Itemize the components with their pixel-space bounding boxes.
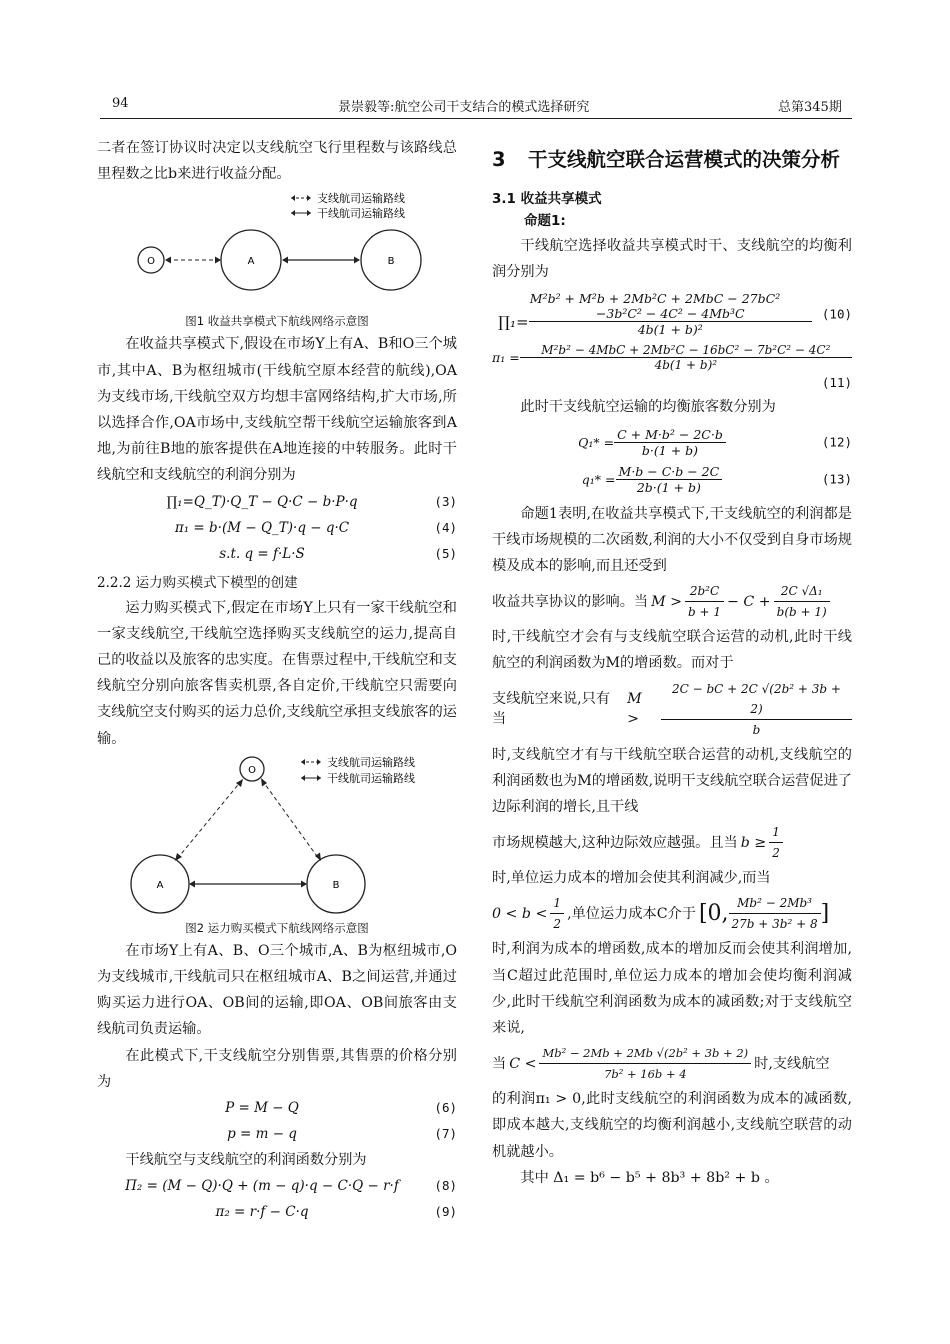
subsection-heading: 2.2.2 运力购买模式下模型的创建 bbox=[97, 574, 298, 591]
legend-feeder-label: 支线航司运输路线 bbox=[317, 192, 405, 206]
arrowhead bbox=[189, 880, 195, 887]
equation-number: (5) bbox=[434, 545, 457, 561]
paragraph: 在此模式下,干支线航空分别售票,其售票的价格分别为 bbox=[97, 1047, 457, 1090]
text-span: 时,支线航空 bbox=[754, 1055, 830, 1072]
equation-10 bbox=[492, 291, 852, 337]
fraction-denominator: 2 bbox=[772, 846, 780, 861]
paragraph: 时,单位运力成本的增加会使其利润减少,而当 bbox=[492, 870, 771, 887]
text-span: 支线航空来说,只有当 bbox=[492, 691, 611, 728]
paragraph: 时,干线航空才会有与支线航空联合运营的动机,此时干线航空的利润函数为M的增函数。而对于 bbox=[492, 629, 852, 672]
inline-math: 0 < b < bbox=[492, 905, 548, 922]
equation-formula: s.t. q = f·L·S bbox=[219, 545, 305, 562]
interval-close-bracket: ] bbox=[820, 900, 830, 926]
paragraph: 在收益共享模式下,假设在市场Y上有A、B和O三个城市,其中A、B为枢纽城市(干线航空原本经营的航线),OA为支线市场,干线航空双方均想丰富网络结构,扩大市场,所以选择合作,OA市场中,支线航空帮干线航空运输旅客到A地,为前往B地的旅客提供在A地连接的中转服务。此时干线航空和支线航空的利润分别为 bbox=[97, 336, 457, 484]
equation-11-lhs: π₁ = bbox=[492, 350, 520, 366]
inline-math: − C + bbox=[727, 593, 771, 610]
arrowhead bbox=[315, 852, 321, 861]
section-number: 3 bbox=[492, 148, 506, 171]
subsection-heading: 3.1 收益共享模式 bbox=[492, 191, 602, 207]
inline-condition-line bbox=[492, 679, 852, 740]
text-span: ,单位运力成本C介于 bbox=[567, 905, 696, 922]
issue-number: 总第345期 bbox=[778, 100, 842, 115]
inline-condition-line bbox=[492, 1043, 852, 1084]
paragraph: 二者在签订协议时决定以支线航空飞行里程数与该路线总里程数之比b来进行收益分配。 bbox=[97, 140, 457, 183]
page-number: 94 bbox=[112, 96, 129, 111]
equation-number: (13) bbox=[821, 471, 852, 487]
node-b-label: B bbox=[387, 256, 395, 268]
equation-11-denominator: 4b(1 + b)² bbox=[654, 358, 718, 373]
arrowhead bbox=[175, 853, 182, 861]
equation-12-numerator: C + M·b² − 2C·b bbox=[614, 427, 726, 443]
fraction-numerator: 2b²C bbox=[685, 581, 724, 602]
equation-4 bbox=[97, 515, 457, 541]
paragraph: 其中 Δ₁ = b⁶ − b⁵ + 8b³ + 8b² + b 。 bbox=[520, 1169, 779, 1186]
fraction-denominator: b + 1 bbox=[688, 605, 722, 620]
legend-arrowhead bbox=[301, 775, 305, 781]
equation-number: (7) bbox=[434, 1126, 457, 1142]
equation-number: (10) bbox=[821, 306, 852, 322]
figure-1-diagram bbox=[97, 191, 457, 309]
node-a-label: A bbox=[156, 879, 164, 891]
text-span: 市场规模越大,这种边际效应越强。且当 bbox=[492, 834, 738, 851]
right-column bbox=[492, 135, 852, 1191]
inline-condition-line bbox=[492, 822, 852, 863]
legend-feeder-label: 支线航司运输路线 bbox=[327, 755, 415, 769]
fraction-numerator: 2C √Δ₁ bbox=[774, 581, 830, 602]
text-span: 收益共享协议的影响。当 bbox=[492, 593, 649, 610]
arrowhead bbox=[301, 880, 307, 887]
fraction-denominator: b(b + 1) bbox=[776, 605, 827, 620]
equation-13 bbox=[492, 464, 852, 495]
fraction-numerator: 2C − bC + 2C √(2b² + 3b + 2) bbox=[661, 679, 852, 720]
inline-math: b ≥ bbox=[740, 834, 767, 851]
figure-1-caption: 图1 收益共享模式下航线网络示意图 bbox=[185, 314, 369, 329]
text-span: 当 bbox=[492, 1055, 507, 1072]
equation-9 bbox=[97, 1199, 457, 1225]
fraction-numerator: Mb² − 2Mb + 2Mb √(2b² + 3b + 2) bbox=[539, 1043, 751, 1064]
equation-3 bbox=[97, 489, 457, 515]
fraction-denominator: 27b + 3b² + 8 bbox=[731, 917, 818, 932]
section-heading bbox=[492, 145, 852, 175]
legend-arrowhead bbox=[291, 195, 295, 201]
node-b-label: B bbox=[332, 879, 340, 891]
arrowhead bbox=[261, 778, 267, 787]
equation-number: (8) bbox=[434, 1178, 457, 1194]
equation-11-numerator: M²b² − 4MbC + 2Mb²C − 16bC² − 7b²C² − 4C² bbox=[520, 343, 852, 358]
fraction-denominator: b bbox=[752, 722, 761, 737]
node-o-label: O bbox=[248, 764, 256, 776]
paragraph: 在市场Y上有A、B、O三个城市,A、B为枢纽城市,O为支线城市,干线航司只在枢纽城市A、B之间运营,并通过购买运力进行OA、OB间的运输,即OA、OB间旅客由支线航司负责运输。 bbox=[97, 942, 457, 1038]
equation-number: (12) bbox=[821, 434, 852, 450]
paragraph: 干线航空选择收益共享模式时干、支线航空的均衡利润分别为 bbox=[492, 238, 852, 281]
fraction-numerator: 1 bbox=[550, 893, 564, 914]
inline-math: M > bbox=[627, 691, 642, 728]
equation-formula: ∏₁=Q_T)·Q_T − Q·C − b·P·q bbox=[166, 493, 358, 510]
equation-formula: P = M − Q bbox=[225, 1100, 299, 1117]
equation-11 bbox=[492, 343, 852, 372]
legend-arrowhead bbox=[317, 775, 321, 781]
paragraph: 干线航空与支线航空的利润函数分别为 bbox=[125, 1152, 367, 1169]
paragraph: 此时干支线航空运输的均衡旅客数分别为 bbox=[520, 399, 776, 416]
equation-13-denominator: 2b·(1 + b) bbox=[636, 479, 701, 495]
figure-2-caption: 图2 运力购买模式下航线网络示意图 bbox=[185, 920, 369, 935]
proposition-label: 命题1: bbox=[524, 213, 566, 229]
legend-trunk-label: 干线航司运输路线 bbox=[317, 207, 405, 221]
section-title: 干支线航空联合运营模式的决策分析 bbox=[528, 148, 841, 171]
node-o-label: O bbox=[147, 256, 155, 268]
route-o-b-feeder bbox=[262, 780, 319, 859]
arrowhead bbox=[215, 257, 221, 264]
inline-condition-line bbox=[492, 893, 852, 934]
equation-12-denominator: b·(1 + b) bbox=[641, 442, 699, 458]
header-rule bbox=[100, 118, 852, 119]
equation-formula: π₁ = b·(M − Q_T)·q − q·C bbox=[174, 519, 350, 536]
equation-number: (3) bbox=[434, 493, 457, 509]
fraction-denominator: 2 bbox=[553, 917, 562, 932]
equation-10-denominator: 4b(1 + b)² bbox=[637, 322, 703, 338]
arrowhead bbox=[282, 257, 288, 264]
figure-2-diagram bbox=[97, 756, 457, 916]
equation-12 bbox=[492, 427, 852, 458]
equation-number: (4) bbox=[434, 519, 457, 535]
inline-math: M > bbox=[651, 593, 683, 610]
route-o-a-feeder bbox=[177, 780, 242, 859]
arrowhead bbox=[165, 257, 171, 264]
left-column bbox=[97, 135, 457, 1225]
equation-10-numerator-line2: −3b²C² − 4C² − 4Mb³C bbox=[529, 306, 812, 322]
equation-number: (9) bbox=[434, 1204, 457, 1220]
paragraph: 的利润π₁ > 0,此时支线航空的利润函数为成本的减函数,即成本越大,支线航空的均衡利润越小,支线航空联营的动机就越小。 bbox=[492, 1091, 852, 1160]
equation-10-numerator-line1: M²b² + M²b + 2Mb²C + 2MbC − 27bC² bbox=[529, 291, 781, 307]
equation-number: (6) bbox=[434, 1100, 457, 1116]
legend-trunk-label: 干线航司运输路线 bbox=[327, 771, 415, 785]
equation-6 bbox=[97, 1095, 457, 1121]
equation-formula: π₂ = r·f − C·q bbox=[215, 1204, 309, 1221]
equation-number: (11) bbox=[821, 375, 852, 391]
equation-formula: p = m − q bbox=[227, 1126, 297, 1143]
paragraph: 时,支线航空才有与干线航空联合运营的动机,支线航空的利润函数也为M的增函数,说明干支线航空联合运营促进了边际利润的增长,且干线 bbox=[492, 746, 852, 816]
legend-arrowhead bbox=[301, 759, 305, 765]
paragraph: 命题1表明,在收益共享模式下,干支线航空的利润都是干线市场规模的二次函数,利润的大小不仅受到自身市场规模及成本的影响,而且还受到 bbox=[492, 505, 852, 575]
equation-13-numerator: M·b − C·b − 2C bbox=[616, 464, 723, 480]
legend-arrowhead bbox=[307, 210, 311, 216]
interval-open-bracket: [0, bbox=[698, 900, 729, 926]
arrowhead bbox=[354, 257, 360, 264]
legend-arrowhead bbox=[317, 759, 321, 765]
equation-5 bbox=[97, 541, 457, 567]
paragraph: 时,利润为成本的增函数,成本的增加反而会使其利润增加,当C超过此范围时,单位运力成本的增加会使均衡利润减少,此时干线航空利润函数为成本的减函数;对于支线航空来说, bbox=[492, 941, 852, 1037]
equation-10-lhs: ∏₁= bbox=[498, 312, 529, 331]
node-a-label: A bbox=[247, 256, 255, 268]
equation-12-lhs: Q₁* = bbox=[578, 434, 615, 450]
paragraph: 运力购买模式下,假定在市场Y上只有一家干线航空和一家支线航空,干线航空选择购买支线航空的运力,提高自己的收益以及旅客的忠实度。在售票过程中,干线航空和支线航空分别向旅客售卖机票,各自定价,干线航空只需要向支线航空支付购买的运力总价,支线航空承担支线旅客的运输。 bbox=[97, 599, 457, 747]
equation-13-lhs: q₁* = bbox=[581, 471, 616, 487]
inline-condition-line bbox=[492, 581, 852, 622]
fraction-numerator: 1 bbox=[769, 822, 783, 843]
fraction-denominator: 7b² + 16b + 4 bbox=[604, 1067, 687, 1082]
equation-7 bbox=[97, 1121, 457, 1147]
inline-math: C < bbox=[509, 1055, 537, 1072]
equation-8 bbox=[97, 1173, 457, 1199]
fraction-numerator: Mb² − 2Mb³ bbox=[729, 893, 821, 914]
legend-arrowhead bbox=[291, 210, 295, 216]
running-title: 景崇毅等:航空公司干支结合的模式选择研究 bbox=[338, 100, 590, 115]
equation-formula: Π₂ = (M − Q)·Q + (m − q)·q − C·Q − r·f bbox=[125, 1178, 399, 1195]
legend-arrowhead bbox=[307, 195, 311, 201]
